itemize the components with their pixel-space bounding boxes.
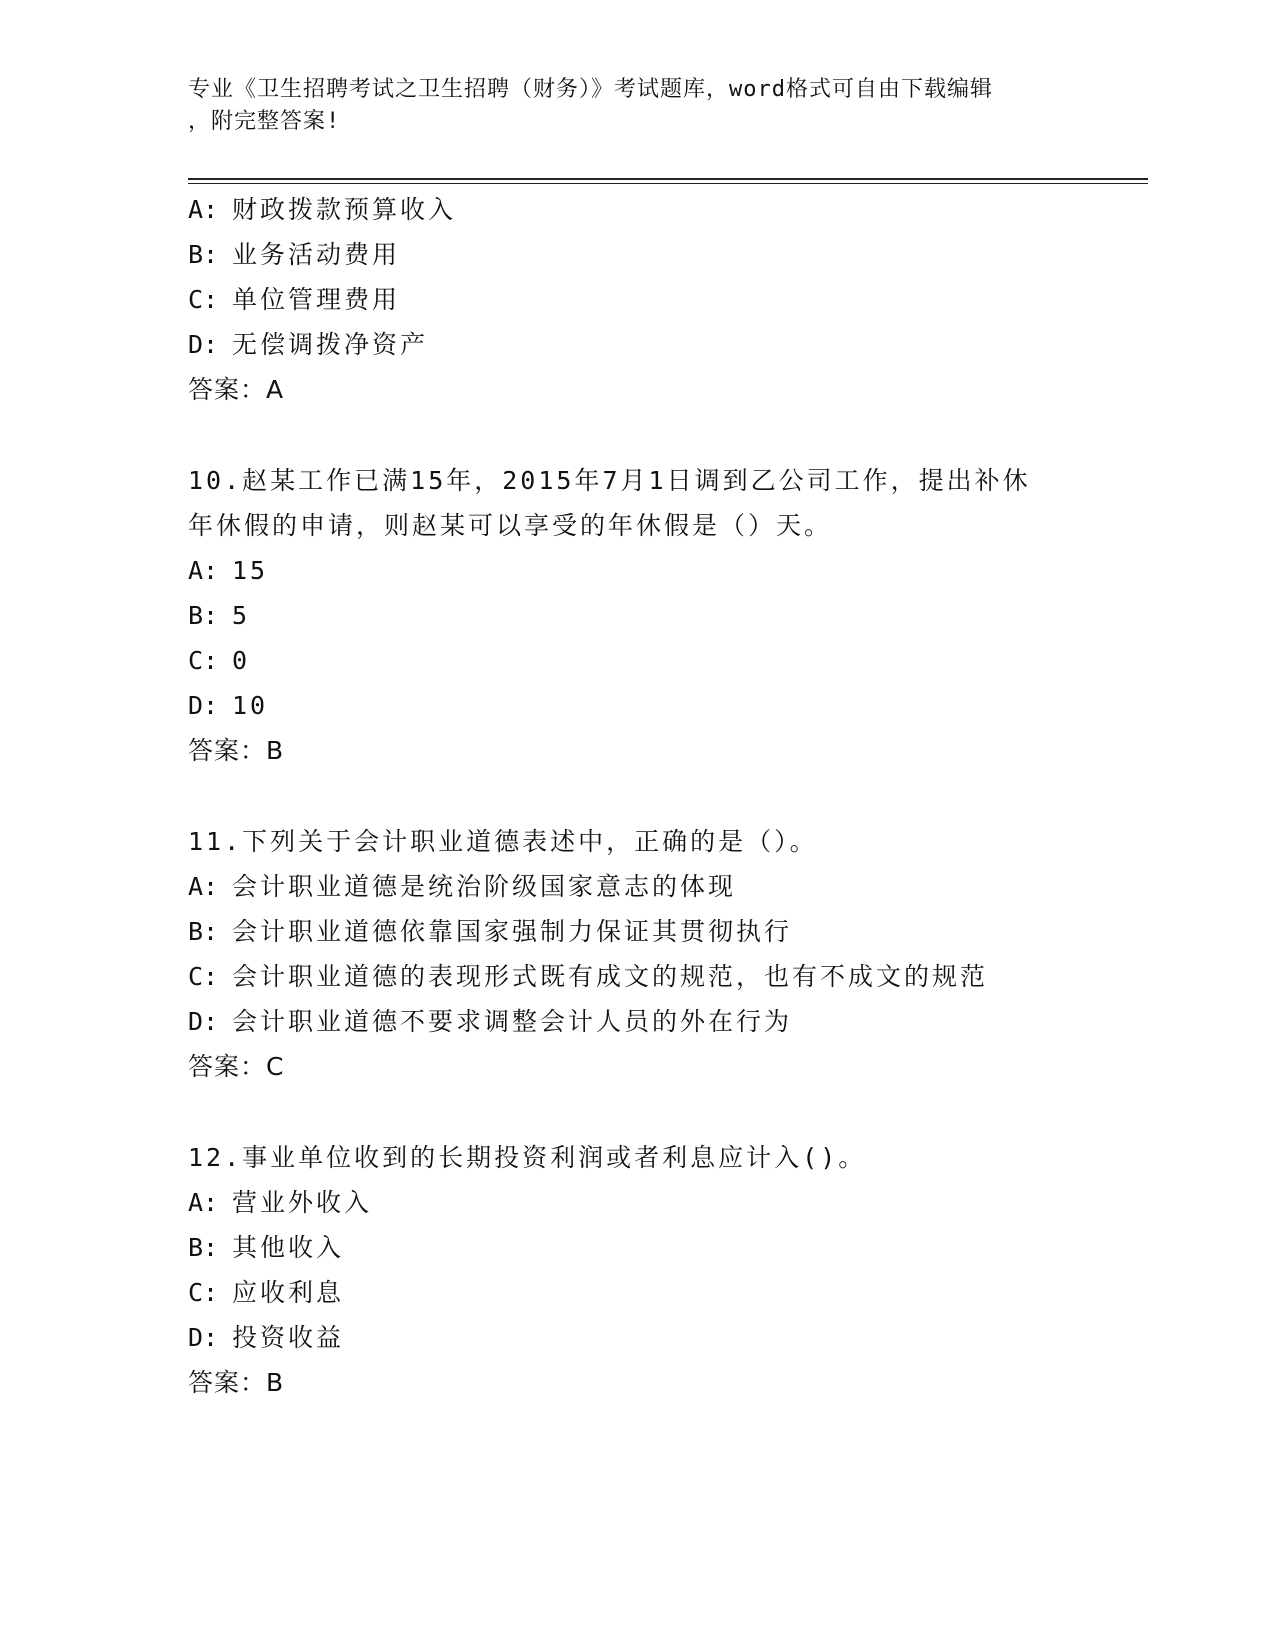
option-text: 10 [232, 691, 269, 720]
answer-line: 答案：B [188, 1368, 285, 1397]
option-c [188, 1277, 344, 1309]
option-a [188, 1187, 372, 1219]
option-d [188, 1322, 344, 1354]
option-letter: B: [188, 917, 219, 946]
option-d [188, 1006, 792, 1038]
option-letter: D: [188, 1323, 219, 1352]
option-text: 其他收入 [232, 1233, 345, 1262]
option-a [188, 194, 456, 226]
option-letter: C: [188, 646, 219, 675]
option-b [188, 600, 250, 632]
option-b [188, 1232, 344, 1264]
option-text: 应收利息 [232, 1278, 345, 1307]
option-text: 会计职业道德的表现形式既有成文的规范，也有不成文的规范 [232, 962, 989, 991]
option-text: 5 [232, 601, 251, 630]
header-line-1: 专业《卫生招聘考试之卫生招聘（财务）》考试题库，word格式可自由下载编辑 [188, 77, 993, 102]
option-letter: D: [188, 1007, 219, 1036]
option-text: 会计职业道德不要求调整会计人员的外在行为 [232, 1007, 793, 1036]
question-stem: 11.下列关于会计职业道德表述中，正确的是（）。 [188, 827, 818, 856]
option-letter: D: [188, 691, 219, 720]
option-text: 无偿调拨净资产 [232, 330, 429, 359]
header-divider-thin [188, 183, 1148, 184]
option-a [188, 555, 268, 587]
document-header [188, 74, 1088, 138]
option-letter: A: [188, 872, 219, 901]
option-text: 投资收益 [232, 1323, 345, 1352]
question-stem: 10.赵某工作已满15年，2015年7月1日调到乙公司工作，提出补休 [188, 466, 1031, 495]
answer-line: 答案：C [188, 1052, 285, 1081]
option-letter: A: [188, 1188, 219, 1217]
option-letter: B: [188, 601, 219, 630]
option-text: 营业外收入 [232, 1188, 373, 1217]
option-text: 单位管理费用 [232, 285, 401, 314]
answer-line: 答案：A [188, 375, 285, 404]
option-d [188, 690, 268, 722]
option-text: 会计职业道德是统治阶级国家意志的体现 [232, 872, 737, 901]
option-letter: B: [188, 240, 219, 269]
option-d [188, 329, 428, 361]
option-letter: C: [188, 285, 219, 314]
question-stem: 12.事业单位收到的长期投资利润或者利息应计入()。 [188, 1143, 867, 1172]
option-c [188, 961, 988, 993]
option-letter: C: [188, 962, 219, 991]
option-b [188, 239, 400, 271]
option-text: 会计职业道德依靠国家强制力保证其贯彻执行 [232, 917, 793, 946]
option-letter: D: [188, 330, 219, 359]
option-c [188, 645, 250, 677]
question-stem-continued: 年休假的申请，则赵某可以享受的年休假是（）天。 [188, 511, 833, 540]
option-text: 0 [232, 646, 251, 675]
option-letter: A: [188, 556, 219, 585]
option-b [188, 916, 792, 948]
option-text: 业务活动费用 [232, 240, 401, 269]
option-letter: C: [188, 1278, 219, 1307]
option-letter: B: [188, 1233, 219, 1262]
option-text: 15 [232, 556, 269, 585]
option-a [188, 871, 736, 903]
header-divider [188, 178, 1148, 180]
answer-line: 答案：B [188, 736, 285, 765]
option-c [188, 284, 400, 316]
option-letter: A: [188, 195, 219, 224]
option-text: 财政拨款预算收入 [232, 195, 457, 224]
header-line-2: ，附完整答案! [188, 109, 341, 134]
